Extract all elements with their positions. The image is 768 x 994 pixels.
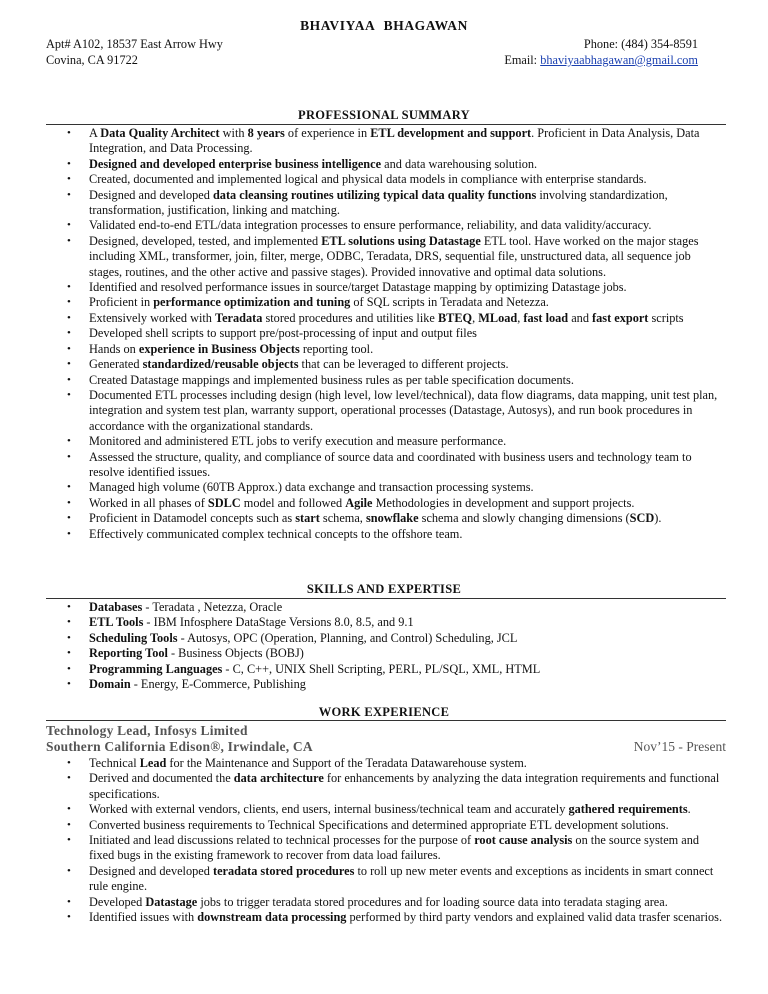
text: - Business Objects (BOBJ) [167, 646, 304, 661]
text: Generated [89, 357, 143, 372]
bold-text: standardized/reusable objects [142, 357, 299, 372]
skill-item [0, 615, 723, 630]
bold-text: SDLC [207, 495, 241, 510]
email-link[interactable]: bhaviyaabhagawan@gmail.com [540, 52, 698, 67]
text: Methodologies in development and support projects. [372, 495, 635, 510]
skills-list [0, 600, 723, 692]
bold-text: data cleansing routines utilizing typical data quality functions [212, 187, 537, 202]
email-line [504, 53, 698, 69]
summary-item [0, 188, 723, 219]
summary-item [0, 280, 723, 295]
job-dates: Nov’15 - Present [633, 739, 726, 754]
bold-text: Databases [89, 600, 143, 614]
text: Hands on [89, 341, 139, 356]
text: . [687, 802, 691, 817]
summary-item [0, 126, 723, 157]
bold-text: Teradata [215, 310, 263, 325]
text: scripts [648, 310, 684, 325]
text: ). [654, 511, 662, 526]
skills-divider [46, 598, 726, 599]
bold-text: Agile [345, 495, 373, 510]
experience-item [0, 756, 723, 771]
experience-item [0, 802, 723, 817]
text: for enhancements by analyzing the data integration requirements and functional specifications. [89, 771, 720, 801]
text: and [568, 310, 593, 325]
bold-text: gathered requirements [568, 802, 688, 817]
text: jobs to trigger teradata stored procedures and for loading source data into teradata staging area. [197, 894, 668, 909]
text: Worked in all phases of [89, 495, 208, 510]
text: Designed, developed, tested, and implemented [89, 233, 322, 248]
text: of SQL scripts in Teradata and Netezza. [350, 295, 549, 310]
text: Converted business requirements to Technical Specifications and determined appropriate ETL development solutions. [89, 817, 669, 832]
summary-divider [46, 124, 726, 125]
bold-text: 8 years [247, 126, 285, 140]
text: A [89, 126, 101, 140]
text: Documented ETL processes including design (high level, low level/technical), data flow diagrams, data mapping, unit test plan, integration and system test plan, warranty support, operational processes (Datastage, Autosys), and run book procedures in accordance with the organizational standards. [89, 387, 718, 433]
text: Proficient in Datamodel concepts such as [89, 511, 296, 526]
text: Created, documented and implemented logical and physical data models in compliance with enterprise standards. [89, 172, 647, 187]
text: Managed high volume (60TB Approx.) data exchange and transaction processing systems. [89, 480, 534, 495]
text: , [517, 310, 524, 325]
bold-text: MLoad [478, 310, 518, 325]
summary-item [0, 511, 723, 526]
summary-item [0, 234, 723, 280]
text: Effectively communicated complex technical concepts to the offshore team. [89, 526, 463, 541]
summary-item [0, 373, 723, 388]
text: Created Datastage mappings and implemented business rules as per table specification documents. [89, 372, 574, 387]
experience-item [0, 771, 723, 802]
address-line-2: Covina, CA 91722 [46, 52, 138, 67]
email-label: Email: [504, 52, 538, 67]
experience-divider [46, 720, 726, 721]
text: model and followed [240, 495, 346, 510]
text: for the Maintenance and Support of the Teradata Datawarehouse system. [166, 756, 527, 770]
experience-item [0, 833, 723, 864]
text: with [219, 126, 248, 140]
text: to roll up new meter events and exceptions as incidents in smart connect rule engine. [89, 863, 714, 894]
summary-item [0, 218, 723, 233]
text: - C, C++, UNIX Shell Scripting, PERL, PL/SQL, XML, HTML [222, 661, 541, 676]
bold-text: SCD [629, 511, 655, 526]
bold-text: Reporting Tool [89, 646, 168, 661]
summary-item [0, 434, 723, 449]
text: Designed and developed [89, 863, 213, 878]
text: Identified issues with [89, 910, 198, 925]
text: - IBM Infosphere DataStage Versions 8.0, 8.5, and 9.1 [143, 615, 414, 630]
bold-text: Programming Languages [89, 661, 223, 676]
text: Identified and resolved performance issues in source/target Datastage mapping by optimizing Datastage jobs. [89, 280, 627, 295]
experience-item [0, 895, 723, 910]
bold-text: BTEQ [437, 310, 473, 325]
summary-item [0, 527, 723, 542]
experience-heading: WORK EXPERIENCE [318, 705, 450, 719]
summary-list [0, 126, 723, 542]
bold-text: Scheduling Tools [89, 630, 178, 645]
job-title-company: Technology Lead, Infosys Limited [46, 723, 248, 738]
text: Initiated and lead discussions related to technical processes for the purpose of [89, 833, 475, 848]
summary-item [0, 326, 723, 341]
contact-block [504, 37, 698, 69]
summary-item [0, 388, 723, 434]
experience-list [0, 756, 723, 925]
bold-text: fast load [523, 310, 569, 325]
address-line-1: Apt# A102, 18537 East Arrow Hwy [46, 37, 223, 51]
skill-item [0, 631, 723, 646]
bold-text: data architecture [233, 771, 324, 786]
text: and data warehousing solution. [381, 156, 538, 171]
phone-number: Phone: (484) 354-8591 [583, 37, 698, 51]
summary-item [0, 342, 723, 357]
bold-text: Domain [89, 677, 131, 692]
skill-item [0, 646, 723, 661]
text: involving standardization, transformation, justification, linking and matching. [89, 187, 668, 218]
text: Technical [89, 756, 140, 770]
address-block [46, 37, 223, 69]
text: that can be leveraged to different projects. [298, 357, 509, 372]
experience-item [0, 818, 723, 833]
summary-item [0, 295, 723, 310]
text: Validated end-to-end ETL/data integration processes to ensure performance, reliability, and data validity/accuracy. [89, 218, 652, 233]
text: Derived and documented the [89, 771, 234, 786]
summary-item [0, 311, 723, 326]
text: schema, [319, 511, 366, 526]
text: Monitored and administered ETL jobs to verify execution and measure performance. [89, 434, 507, 449]
text: - Teradata , Netezza, Oracle [142, 600, 283, 614]
text: Extensively worked with [89, 310, 216, 325]
text: on the source system and fixed bugs in the existing framework to recover from data load failures. [89, 833, 700, 863]
text: Worked with external vendors, clients, end users, internal business/technical team and accurately [89, 802, 569, 817]
bold-text: fast export [592, 310, 649, 325]
text: Developed shell scripts to support pre/post-processing of input and output files [89, 326, 477, 341]
bold-text: teradata stored procedures [212, 863, 355, 878]
skill-item [0, 662, 723, 677]
text: performed by third party vendors and explained valid data trasfer scenarios. [346, 910, 723, 925]
skill-item [0, 600, 723, 615]
experience-item [0, 864, 723, 895]
text: Assessed the structure, quality, and compliance of source data and coordinated with business users and technology team to resolve identified issues. [89, 449, 692, 479]
candidate-name: BHAVIYAA BHAGAWAN [300, 18, 468, 33]
bold-text: Lead [139, 756, 167, 770]
bold-text: Datastage [145, 894, 198, 909]
bold-text: experience in Business Objects [138, 341, 300, 356]
text: Proficient in [89, 295, 154, 310]
text: Developed [89, 894, 146, 909]
text: stored procedures and utilities like [262, 310, 438, 325]
summary-item [0, 357, 723, 372]
bold-text: snowflake [365, 511, 419, 526]
text: - Energy, E-Commerce, Publishing [130, 677, 306, 692]
bold-text: Data Quality Architect [100, 126, 220, 140]
bold-text: ETL solutions using Datastage [321, 233, 481, 248]
text: of experience in [284, 126, 371, 140]
text: schema and slowly changing dimensions ( [418, 511, 630, 526]
summary-item [0, 157, 723, 172]
bold-text: root cause analysis [474, 833, 573, 848]
skills-heading: SKILLS AND EXPERTISE [306, 582, 462, 596]
text: , [472, 310, 479, 325]
summary-item [0, 172, 723, 187]
bold-text: Designed and developed enterprise business intelligence [89, 156, 382, 171]
experience-item [0, 910, 723, 925]
text: ETL tool. Have worked on the major stages including XML, transformer, join, filter, merge, ODBC, Teradata, DRS, sequential file, unstructured data, all sequence job stages, routines, and the other active and passive stages). Provided innovative and optimal data solutions. [89, 233, 699, 279]
job-client-location: Southern California Edison®, Irwindale, CA [46, 739, 313, 754]
text: Designed and developed [89, 187, 213, 202]
summary-heading: PROFESSIONAL SUMMARY [298, 108, 470, 122]
bold-text: start [295, 511, 320, 526]
bold-text: performance optimization and tuning [153, 295, 351, 310]
text: reporting tool. [299, 341, 374, 356]
summary-item [0, 450, 723, 481]
bold-text: ETL Tools [89, 615, 144, 630]
skill-item [0, 677, 723, 692]
bold-text: downstream data processing [197, 910, 347, 925]
summary-item [0, 496, 723, 511]
bold-text: ETL development and support [370, 126, 532, 140]
summary-item [0, 480, 723, 495]
text: - Autosys, OPC (Operation, Planning, and Control) Scheduling, JCL [177, 630, 518, 645]
text: . Proficient in Data Analysis, Data Integration, and Data Processing. [89, 126, 700, 156]
